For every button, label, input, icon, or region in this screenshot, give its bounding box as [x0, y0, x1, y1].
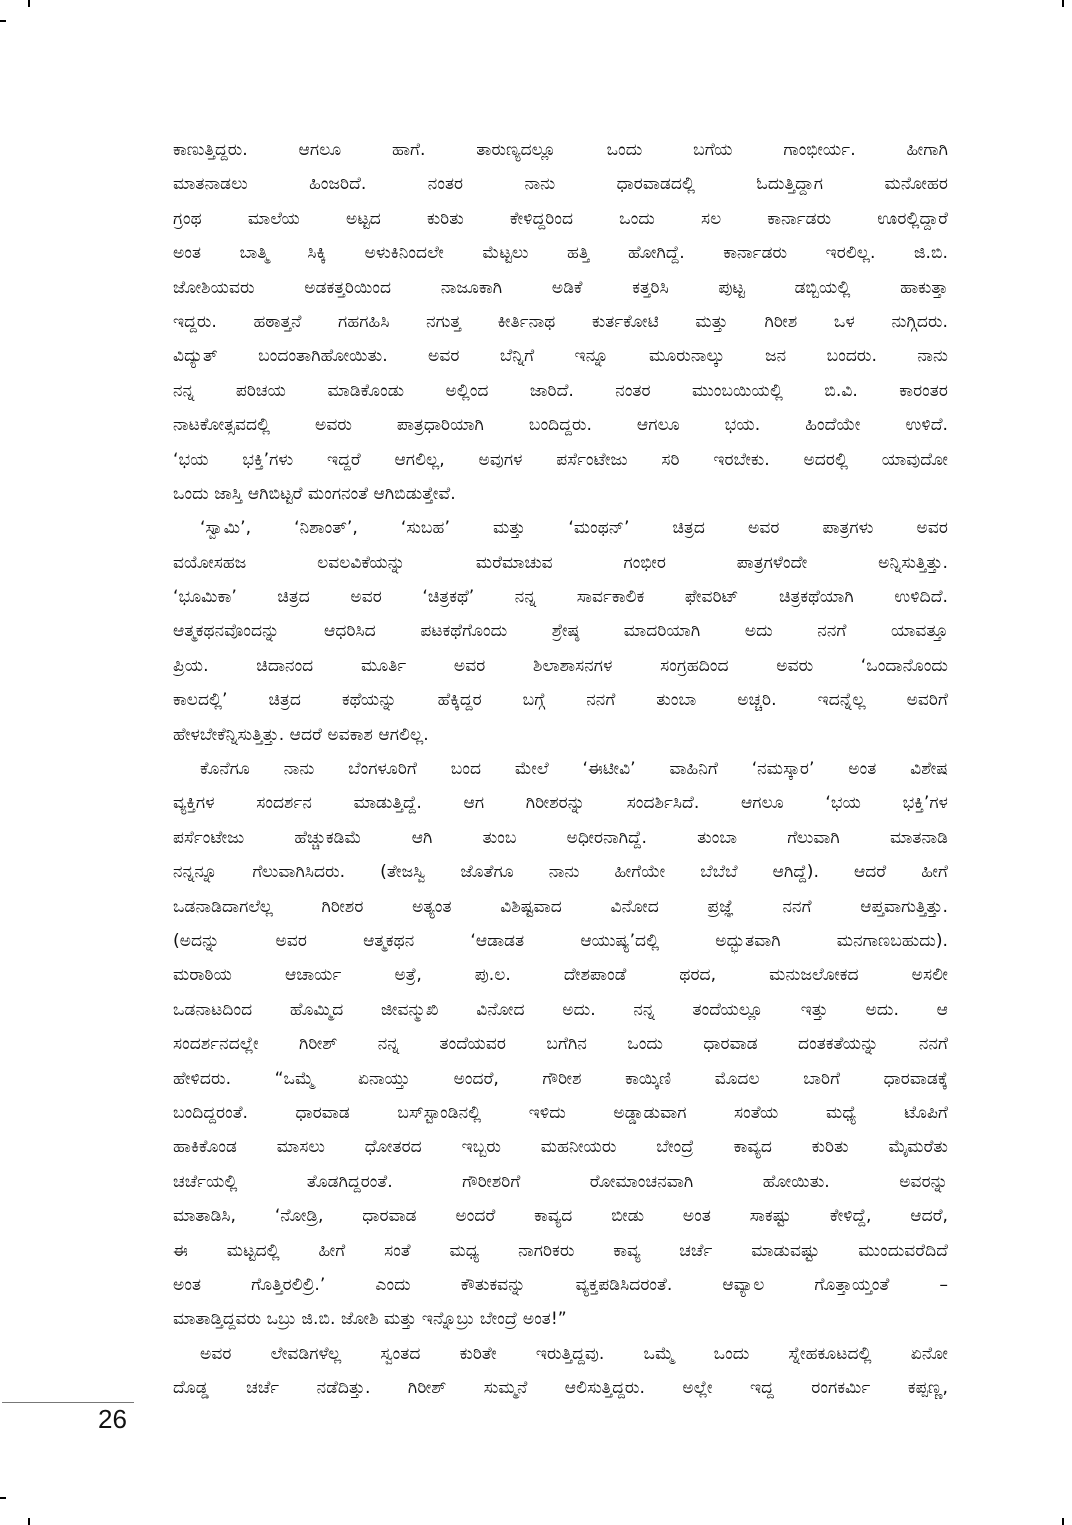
text-line: ಇದ್ದರು. ಹಠಾತ್ತನೆ ಗಹಗಹಿಸಿ ನಗುತ್ತ ಕೀರ್ತಿನಾಥ ಕುರ್ತಕೋಟಿ ಮತ್ತು ಗಿರೀಶ ಒಳ ನುಗ್ಗಿದರು.: [173, 311, 948, 332]
text-line: ಕಾಲದಲ್ಲಿ’ ಚಿತ್ರದ ಕಥೆಯನ್ನು ಹೆಕ್ಕಿದ್ದರ ಬಗ್ಗೆ ನನಗೆ ತುಂಬಾ ಅಚ್ಚರಿ. ಇದನ್ನೆಲ್ಲ ಅವರಿಗೆ: [173, 690, 948, 711]
page-number: 26: [98, 1404, 127, 1434]
crop-mark-bottom-right: [1062, 1518, 1064, 1525]
text-line: ನನ್ನನ್ನೂ ಗೆಲುವಾಗಿಸಿದರು. (ತೇಜಸ್ವಿ ಜೊತೆಗೂ ನಾನು ಹೀಗೆಯೇ ಬೆಬೆಬೆ ಆಗಿದ್ದೆ). ಆದರೆ ಹೀಗೆ: [173, 862, 948, 883]
text-line: ಕಾಣುತ್ತಿದ್ದರು. ಆಗಲೂ ಹಾಗೆ. ತಾರುಣ್ಯದಲ್ಲೂ ಒಂದು ಬಗೆಯ ಗಾಂಭೀರ್ಯ. ಹೀಗಾಗಿ: [173, 140, 948, 160]
page-body-text: [173, 133, 948, 1405]
text-line: ವ್ಯಕ್ತಿಗಳ ಸಂದರ್ಶನ ಮಾಡುತ್ತಿದ್ದೆ. ಆಗ ಗಿರೀಶರನ್ನು ಸಂದರ್ಶಿಸಿದೆ. ಆಗಲೂ ‘ಭಯ ಭಕ್ತಿ’ಗಳ: [173, 793, 948, 814]
page-number-rule: [2, 1402, 134, 1403]
text-line: ಅವರ ಲೇವಡಿಗಳೆಲ್ಲ ಸ್ವಂತದ ಕುರಿತೇ ಇರುತ್ತಿದ್ದವು. ಒಮ್ಮೆ ಒಂದು ಸ್ನೇಹಕೂಟದಲ್ಲಿ ಏನೋ: [200, 1343, 948, 1364]
text-line: ಸಂದರ್ಶನದಲ್ಲೇ ಗಿರೀಶ್ ನನ್ನ ತಂದೆಯವರ ಬಗೆಗಿನ ಒಂದು ಧಾರವಾಡ ದಂತಕತೆಯನ್ನು ನನಗೆ: [173, 1034, 948, 1055]
text-line: ಒಂದು ಜಾಸ್ತಿ ಆಗಿಬಿಟ್ಟರೆ ಮಂಗನಂತೆ ಆಗಿಬಿಡುತ್ತೇವೆ.: [173, 483, 456, 504]
text-line: ಬಂದಿದ್ದರಂತೆ. ಧಾರವಾಡ ಬಸ್‌ಸ್ಟಾಂಡಿನಲ್ಲಿ ಇಳಿದು ಅಡ್ಡಾಡುವಾಗ ಸಂತೆಯ ಮಧ್ಯೆ ಟೊಪಿಗೆ: [173, 1102, 948, 1123]
text-line: ಅಂತ ಗೊತ್ತಿರಲಿಲ್ರಿ.’ ಎಂದು ಕೌತುಕವನ್ನು ವ್ಯಕ್ತಪಡಿಸಿದರಂತೆ. ಆವ್ಯಾಲ ಗೊತ್ತಾಯ್ತಂತೆ –: [173, 1274, 948, 1295]
text-line: ‘ಸ್ವಾಮಿ’, ‘ನಿಶಾಂತ್’, ‘ಸುಬಹ’ ಮತ್ತು ‘ಮಂಥನ್’ ಚಿತ್ರದ ಅವರ ಪಾತ್ರಗಳು ಅವರ: [200, 518, 948, 539]
text-line: ಒಡನಾಟದಿಂದ ಹೊಮ್ಮಿದ ಜೀವನ್ಮುಖಿ ವಿನೋದ ಅದು. ನನ್ನ ತಂದೆಯಲ್ಲೂ ಇತ್ತು ಅದು. ಆ: [173, 999, 948, 1020]
text-line: ಅಂತ ಬಾತ್ಮಿ ಸಿಕ್ಕಿ ಅಳುಕಿನಿಂದಲೇ ಮೆಟ್ಟಲು ಹತ್ತಿ ಹೋಗಿದ್ದೆ. ಕಾರ್ನಾಡರು ಇರಲಿಲ್ಲ. ಜಿ.ಬಿ.: [173, 243, 948, 264]
text-line: ಒಡನಾಡಿದಾಗಲೆಲ್ಲ ಗಿರೀಶರ ಅತ್ಯಂತ ವಿಶಿಷ್ಟವಾದ ವಿನೋದ ಪ್ರಜ್ಞೆ ನನಗೆ ಆಪ್ತವಾಗುತ್ತಿತ್ತು.: [173, 896, 948, 917]
text-line: ಪರ್ಸೆಂಟೇಜು ಹೆಚ್ಚುಕಡಿಮೆ ಆಗಿ ತುಂಬ ಅಧೀರನಾಗಿದ್ದೆ. ತುಂಬಾ ಗೆಲುವಾಗಿ ಮಾತನಾಡಿ: [173, 827, 948, 848]
text-line: ‘ಭಯ ಭಕ್ತಿ’ಗಳು ಇದ್ದರೆ ಆಗಲಿಲ್ಲ, ಅವುಗಳ ಪರ್ಸೆಂಟೇಜು ಸರಿ ಇರಬೇಕು. ಅದರಲ್ಲಿ ಯಾವುದೋ: [173, 449, 948, 470]
text-line: ಗ್ರಂಥ ಮಾಲೆಯ ಅಟ್ಟದ ಕುರಿತು ಕೇಳಿದ್ದರಿಂದ ಒಂದು ಸಲ ಕಾರ್ನಾಡರು ಊರಲ್ಲಿದ್ದಾರೆ: [173, 208, 948, 229]
crop-mark-top-left: [28, 0, 30, 7]
text-line: (ಅದನ್ನು ಅವರ ಆತ್ಮಕಥನ ‘ಆಡಾಡತ ಆಯುಷ್ಯ’ದಲ್ಲಿ ಅದ್ಭುತವಾಗಿ ಮನಗಾಣಬಹುದು).: [173, 930, 948, 951]
text-line: ಕೊನೆಗೂ ನಾನು ಬೆಂಗಳೂರಿಗೆ ಬಂದ ಮೇಲೆ ‘ಈಟೀವಿ’ ವಾಹಿನಿಗೆ ‘ನಮಸ್ಕಾರ’ ಅಂತ ವಿಶೇಷ: [200, 759, 948, 780]
crop-mark-bottom-left: [28, 1518, 30, 1525]
crop-mark-left-lower: [0, 1497, 6, 1499]
text-line: ‘ಭೂಮಿಕಾ’ ಚಿತ್ರದ ಅವರ ‘ಚಿತ್ರಕಥೆ’ ನನ್ನ ಸಾರ್ವಕಾಲಿಕ ಫೇವರಿಟ್ ಚಿತ್ರಕಥೆಯಾಗಿ ಉಳಿದಿದೆ.: [173, 587, 948, 608]
text-line: ನನ್ನ ಪರಿಚಯ ಮಾಡಿಕೊಂಡು ಅಲ್ಲಿಂದ ಜಾರಿದೆ. ನಂತರ ಮುಂಬಯಿಯಲ್ಲಿ ಬಿ.ವಿ. ಕಾರಂತರ: [173, 380, 948, 401]
text-line: ಪ್ರಿಯ. ಚಿದಾನಂದ ಮೂರ್ತಿ ಅವರ ಶಿಲಾಶಾಸನಗಳ ಸಂಗ್ರಹದಿಂದ ಅವರು ‘ಒಂದಾನೊಂದು: [173, 655, 948, 676]
crop-mark-left-upper: [0, 20, 6, 22]
text-line: ಮಾತಾಡ್ತಿದ್ದವರು ಒಬ್ರು ಜಿ.ಬಿ. ಜೋಶಿ ಮತ್ತು ಇನ್ನೊಬ್ರು ಬೇಂದ್ರೆ ಅಂತ!”: [173, 1309, 567, 1330]
text-line: ಆತ್ಮಕಥನವೊಂದನ್ನು ಆಧರಿಸಿದ ಪಟಕಥೆಗೊಂದು ಶ್ರೇಷ್ಠ ಮಾದರಿಯಾಗಿ ಅದು ನನಗೆ ಯಾವತ್ತೂ: [173, 621, 948, 642]
text-line: ಈ ಮಟ್ಟದಲ್ಲಿ ಹೀಗೆ ಸಂತೆ ಮಧ್ಯ ನಾಗರಿಕರು ಕಾವ್ಯ ಚರ್ಚೆ ಮಾಡುವಷ್ಟು ಮುಂದುವರೆದಿದೆ: [173, 1240, 948, 1261]
text-line: ಮಾತಾಡಿಸಿ, ‘ನೋಡ್ರಿ, ಧಾರವಾಡ ಅಂದರೆ ಕಾವ್ಯದ ಬೀಡು ಅಂತ ಸಾಕಷ್ಟು ಕೇಳಿದ್ದೆ, ಆದರೆ,: [173, 1206, 948, 1227]
text-line: ಚರ್ಚೆಯಲ್ಲಿ ತೊಡಗಿದ್ದರಂತೆ. ಗೌರೀಶರಿಗೆ ರೋಮಾಂಚನವಾಗಿ ಹೋಯಿತು. ಅವರನ್ನು: [173, 1171, 948, 1192]
text-line: ಮಾತನಾಡಲು ಹಿಂಜರಿದೆ. ನಂತರ ನಾನು ಧಾರವಾಡದಲ್ಲಿ ಓದುತ್ತಿದ್ದಾಗ ಮನೋಹರ: [173, 174, 948, 195]
text-line: ಹೇಳಿದರು. “ಒಮ್ಮೆ ಏನಾಯ್ತು ಅಂದರೆ, ಗೌರೀಶ ಕಾಯ್ಕಿಣಿ ಮೊದಲ ಬಾರಿಗೆ ಧಾರವಾಡಕ್ಕೆ: [173, 1068, 948, 1089]
text-line: ಹಾಕಿಕೊಂಡ ಮಾಸಲು ಧೋತರದ ಇಬ್ಬರು ಮಹನೀಯರು ಬೇಂದ್ರೆ ಕಾವ್ಯದ ಕುರಿತು ಮೈಮರೆತು: [173, 1137, 948, 1158]
text-line: ನಾಟಕೋತ್ಸವದಲ್ಲಿ ಅವರು ಪಾತ್ರಧಾರಿಯಾಗಿ ಬಂದಿದ್ದರು. ಆಗಲೂ ಭಯ. ಹಿಂದೆಯೇ ಉಳಿದೆ.: [173, 415, 948, 436]
text-line: ಮರಾಠಿಯ ಆಚಾರ್ಯ ಅತ್ರೆ, ಪು.ಲ. ದೇಶಪಾಂಡೆ ಥರದ, ಮನುಜಲೋಕದ ಅಸಲೀ: [173, 965, 948, 986]
crop-mark-top-right: [1062, 0, 1064, 7]
text-line: ಹೇಳಬೇಕೆನ್ನಿಸುತ್ತಿತ್ತು. ಆದರೆ ಅವಕಾಶ ಆಗಲಿಲ್ಲ.: [173, 724, 429, 745]
text-line: ಜೋಶಿಯವರು ಅಡಕತ್ತರಿಯಿಂದ ನಾಜೂಕಾಗಿ ಅಡಿಕೆ ಕತ್ತರಿಸಿ ಪುಟ್ಟ ಡಬ್ಬಿಯಲ್ಲಿ ಹಾಕುತ್ತಾ: [173, 277, 948, 298]
text-line: ದೊಡ್ಡ ಚರ್ಚೆ ನಡೆದಿತ್ತು. ಗಿರೀಶ್ ಸುಮ್ಮನೆ ಆಲಿಸುತ್ತಿದ್ದರು. ಅಲ್ಲೇ ಇದ್ದ ರಂಗಕರ್ಮಿ ಕಪ್ಪಣ್ಣ,: [173, 1378, 948, 1399]
text-line: ವಿದ್ಯುತ್ ಬಂದಂತಾಗಿಹೋಯಿತು. ಅವರ ಬೆನ್ನಿಗೆ ಇನ್ನೂ ಮೂರುನಾಲ್ಕು ಜನ ಬಂದರು. ನಾನು: [173, 346, 948, 367]
text-line: ವಯೋಸಹಜ ಲವಲವಿಕೆಯನ್ನು ಮರೆಮಾಚುವ ಗಂಭೀರ ಪಾತ್ರಗಳೆಂದೇ ಅನ್ನಿಸುತ್ತಿತ್ತು.: [173, 552, 948, 573]
